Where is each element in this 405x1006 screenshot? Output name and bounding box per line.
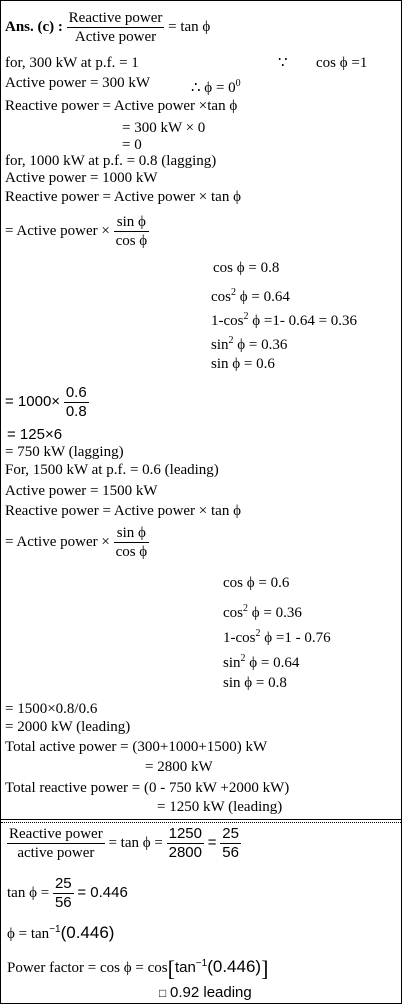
calc-300x0: = 300 kW × 0 [122, 120, 206, 136]
one-minus-cos2-0.36: $1-\cos^2$ ϕ =1- 0.64 = 0.36 [211, 311, 358, 329]
pf3-line: For, 1500 kW at p.f. = 0.6 (leading) [5, 462, 219, 478]
because-symbol: ∵ [278, 55, 288, 71]
final-answer: □ 0.92 leading [159, 984, 252, 1001]
cos2-0.36: $\cos^2 \phi = 0.36$ [223, 603, 302, 621]
reactive-formula-3: Reactive power = Active power × tan ϕ [5, 503, 241, 519]
active-times-fraction-1: = Active power × $\frac{\text{sin ϕ}}{\text{cos ϕ}}$ [5, 214, 148, 249]
total-active-line: Total active power = (300+1000+1500) kW [5, 739, 268, 755]
one-minus-cos2-0.76: $1-\cos^2$ ϕ =1 - 0.76 [223, 628, 331, 646]
result-2000: = 2000 kW (leading) [5, 719, 131, 735]
active-1500-line: Active power = 1500 kW [5, 483, 158, 499]
eq-1000-times-ratio: = 1000× $\frac{0.6}{0.8}$ [5, 384, 87, 420]
sin-0.8: sin ϕ = 0.8 [223, 675, 287, 691]
power-ratio-fraction: $\frac{\text{Reactive power}}{\text{Active power}}$ [68, 10, 163, 45]
sin2-0.36: $\sin^2 \phi = 0.36$ [211, 335, 288, 353]
calc-zero: = 0 [122, 137, 142, 153]
result-750: = 750 kW (lagging) [5, 444, 124, 460]
answer-header: Ans. (c) : $\frac{\text{Reactive power}}{\text{Active power}}$ = tan ϕ [5, 10, 211, 45]
section-divider [1, 819, 401, 820]
power-factor-line: Power factor = $\cos \phi = \cos[\tan^{-1}(0.446)]$ [7, 956, 269, 982]
sin-0.6: sin ϕ = 0.6 [211, 356, 275, 372]
total-reactive-value: = 1250 kW (leading) [157, 799, 283, 815]
phi-zero: ∴ $\phi = 0^0$ [191, 78, 241, 96]
eq-125x6: = 125×6 [7, 426, 63, 443]
final-tan-equation: $\frac{\text{Reactive power}}{\text{active power}}$ = tan ϕ = $\frac{1250}{2800}$ = $\frac{25}{56}$ [9, 825, 239, 861]
dotted-divider [1, 822, 401, 823]
pf1-line: for, 300 kW at p.f. = 1 [5, 55, 139, 71]
eq-1500-ratio: = 1500×0.8/0.6 [5, 701, 98, 717]
cos2-0.64: $\cos^2 \phi = 0.64$ [211, 287, 290, 305]
active-300-line: Active power = 300 kW [5, 75, 151, 91]
active-1000-line: Active power = 1000 kW [5, 170, 158, 186]
sin2-0.64: $\sin^2 \phi = 0.64$ [223, 653, 300, 671]
cos-0.6: cos ϕ = 0.6 [223, 575, 290, 591]
answer-label: Ans. (c) : [5, 18, 63, 35]
phi-arctan: $\phi = \tan^{-1}(0.446)$ [7, 923, 115, 942]
cos-0.8: cos ϕ = 0.8 [213, 260, 280, 276]
reactive-formula-1: Reactive power = Active power ×tan ϕ [5, 98, 238, 114]
reactive-formula-2: Reactive power = Active power × tan ϕ [5, 189, 241, 205]
pf2-line: for, 1000 kW at p.f. = 0.8 (lagging) [5, 153, 217, 169]
total-active-value: = 2800 kW [145, 759, 213, 775]
active-times-fraction-2: = Active power × $\frac{\text{sin ϕ}}{\text{cos ϕ}}$ [5, 525, 148, 560]
cos-equals-one: cos ϕ =1 [316, 55, 368, 71]
tan-value: tan ϕ = $\frac{25}{56}$ = 0.446 [7, 875, 128, 911]
total-reactive-line: Total reactive power = (0 - 750 kW +2000 kW) [5, 780, 290, 796]
